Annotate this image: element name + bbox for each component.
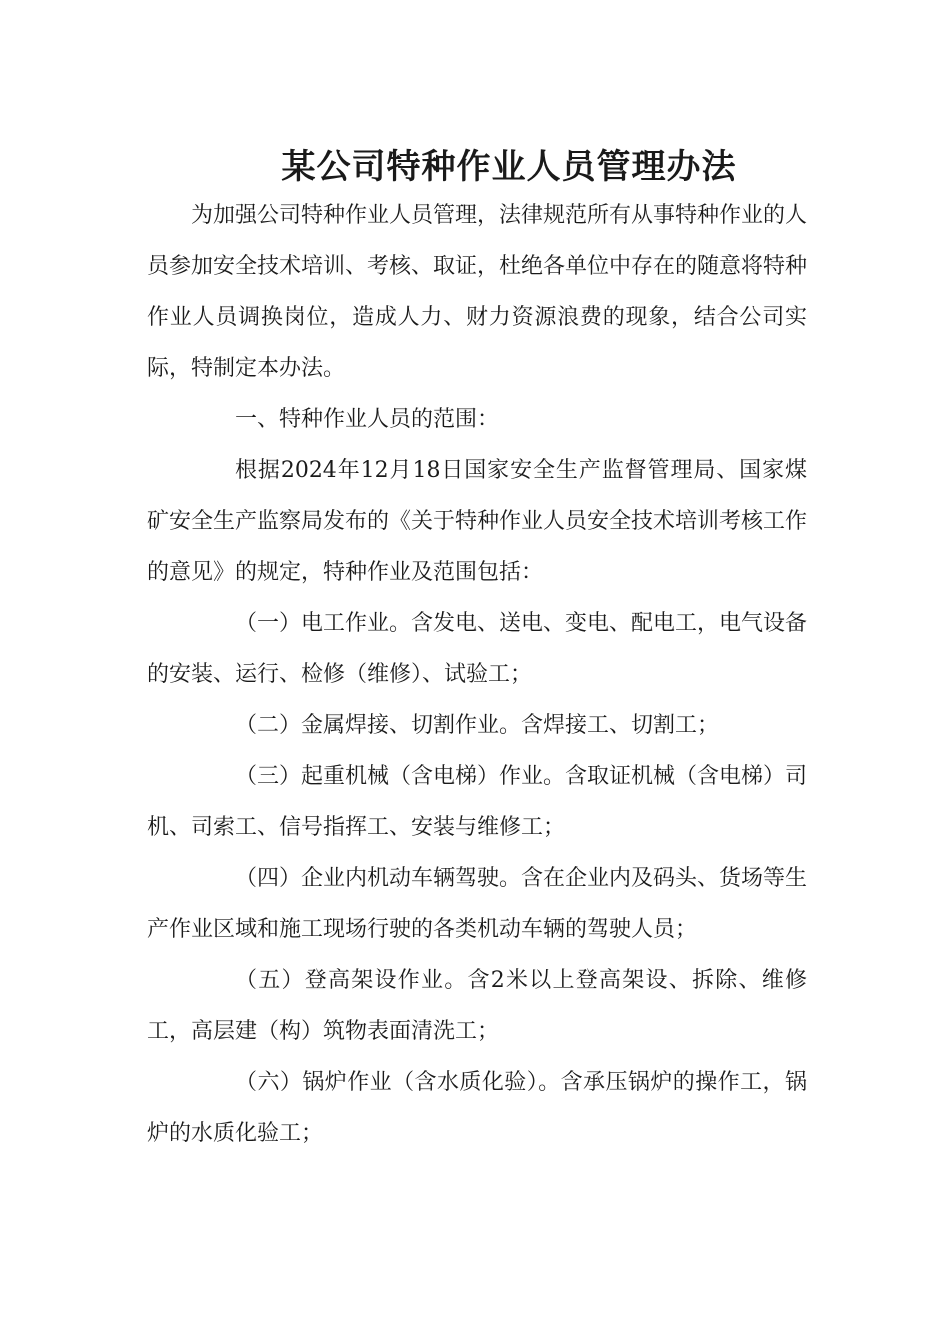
intro-paragraph: 为加强公司特种作业人员管理，法律规范所有从事特种作业的人员参加安全技术培训、考核、取证，杜绝各单位中存在的随意将特种作业人员调换岗位，造成人力、财力资源浪费的现象，结合公司实际，特制定本办法。 xyxy=(147,203,808,381)
list-item-boiler: （六）锅炉作业（含水质化验）。含承压锅炉的操作工，锅炉的水质化验工； xyxy=(147,1070,807,1146)
basis-paragraph: 根据2024年12月18日国家安全生产监督管理局、国家煤矿安全生产监察局发布的《关于特种作业人员安全技术培训考核工作的意见》的规定，特种作业及范围包括： xyxy=(147,458,808,585)
list-item-electrical: （一）电工作业。含发电、送电、变电、配电工，电气设备的安装、运行、检修（维修）、试验工； xyxy=(147,611,808,687)
list-item-welding: （二）金属焊接、切割作业。含焊接工、切割工； xyxy=(235,713,720,738)
list-item-lifting: （三）起重机械（含电梯）作业。含取证机械（含电梯）司机、司索工、信号指挥工、安装与维修工； xyxy=(147,764,808,840)
document-body xyxy=(147,190,807,1159)
section-heading-scope: 一、特种作业人员的范围： xyxy=(235,407,500,432)
document-title: 某公司特种作业人员管理办法 xyxy=(281,146,737,187)
list-item-height-work: （五）登高架设作业。含2米以上登高架设、拆除、维修工，高层建（构）筑物表面清洗工； xyxy=(147,968,807,1044)
list-item-vehicles: （四）企业内机动车辆驾驶。含在企业内及码头、货场等生产作业区域和施工现场行驶的各类机动车辆的驾驶人员； xyxy=(147,866,808,942)
